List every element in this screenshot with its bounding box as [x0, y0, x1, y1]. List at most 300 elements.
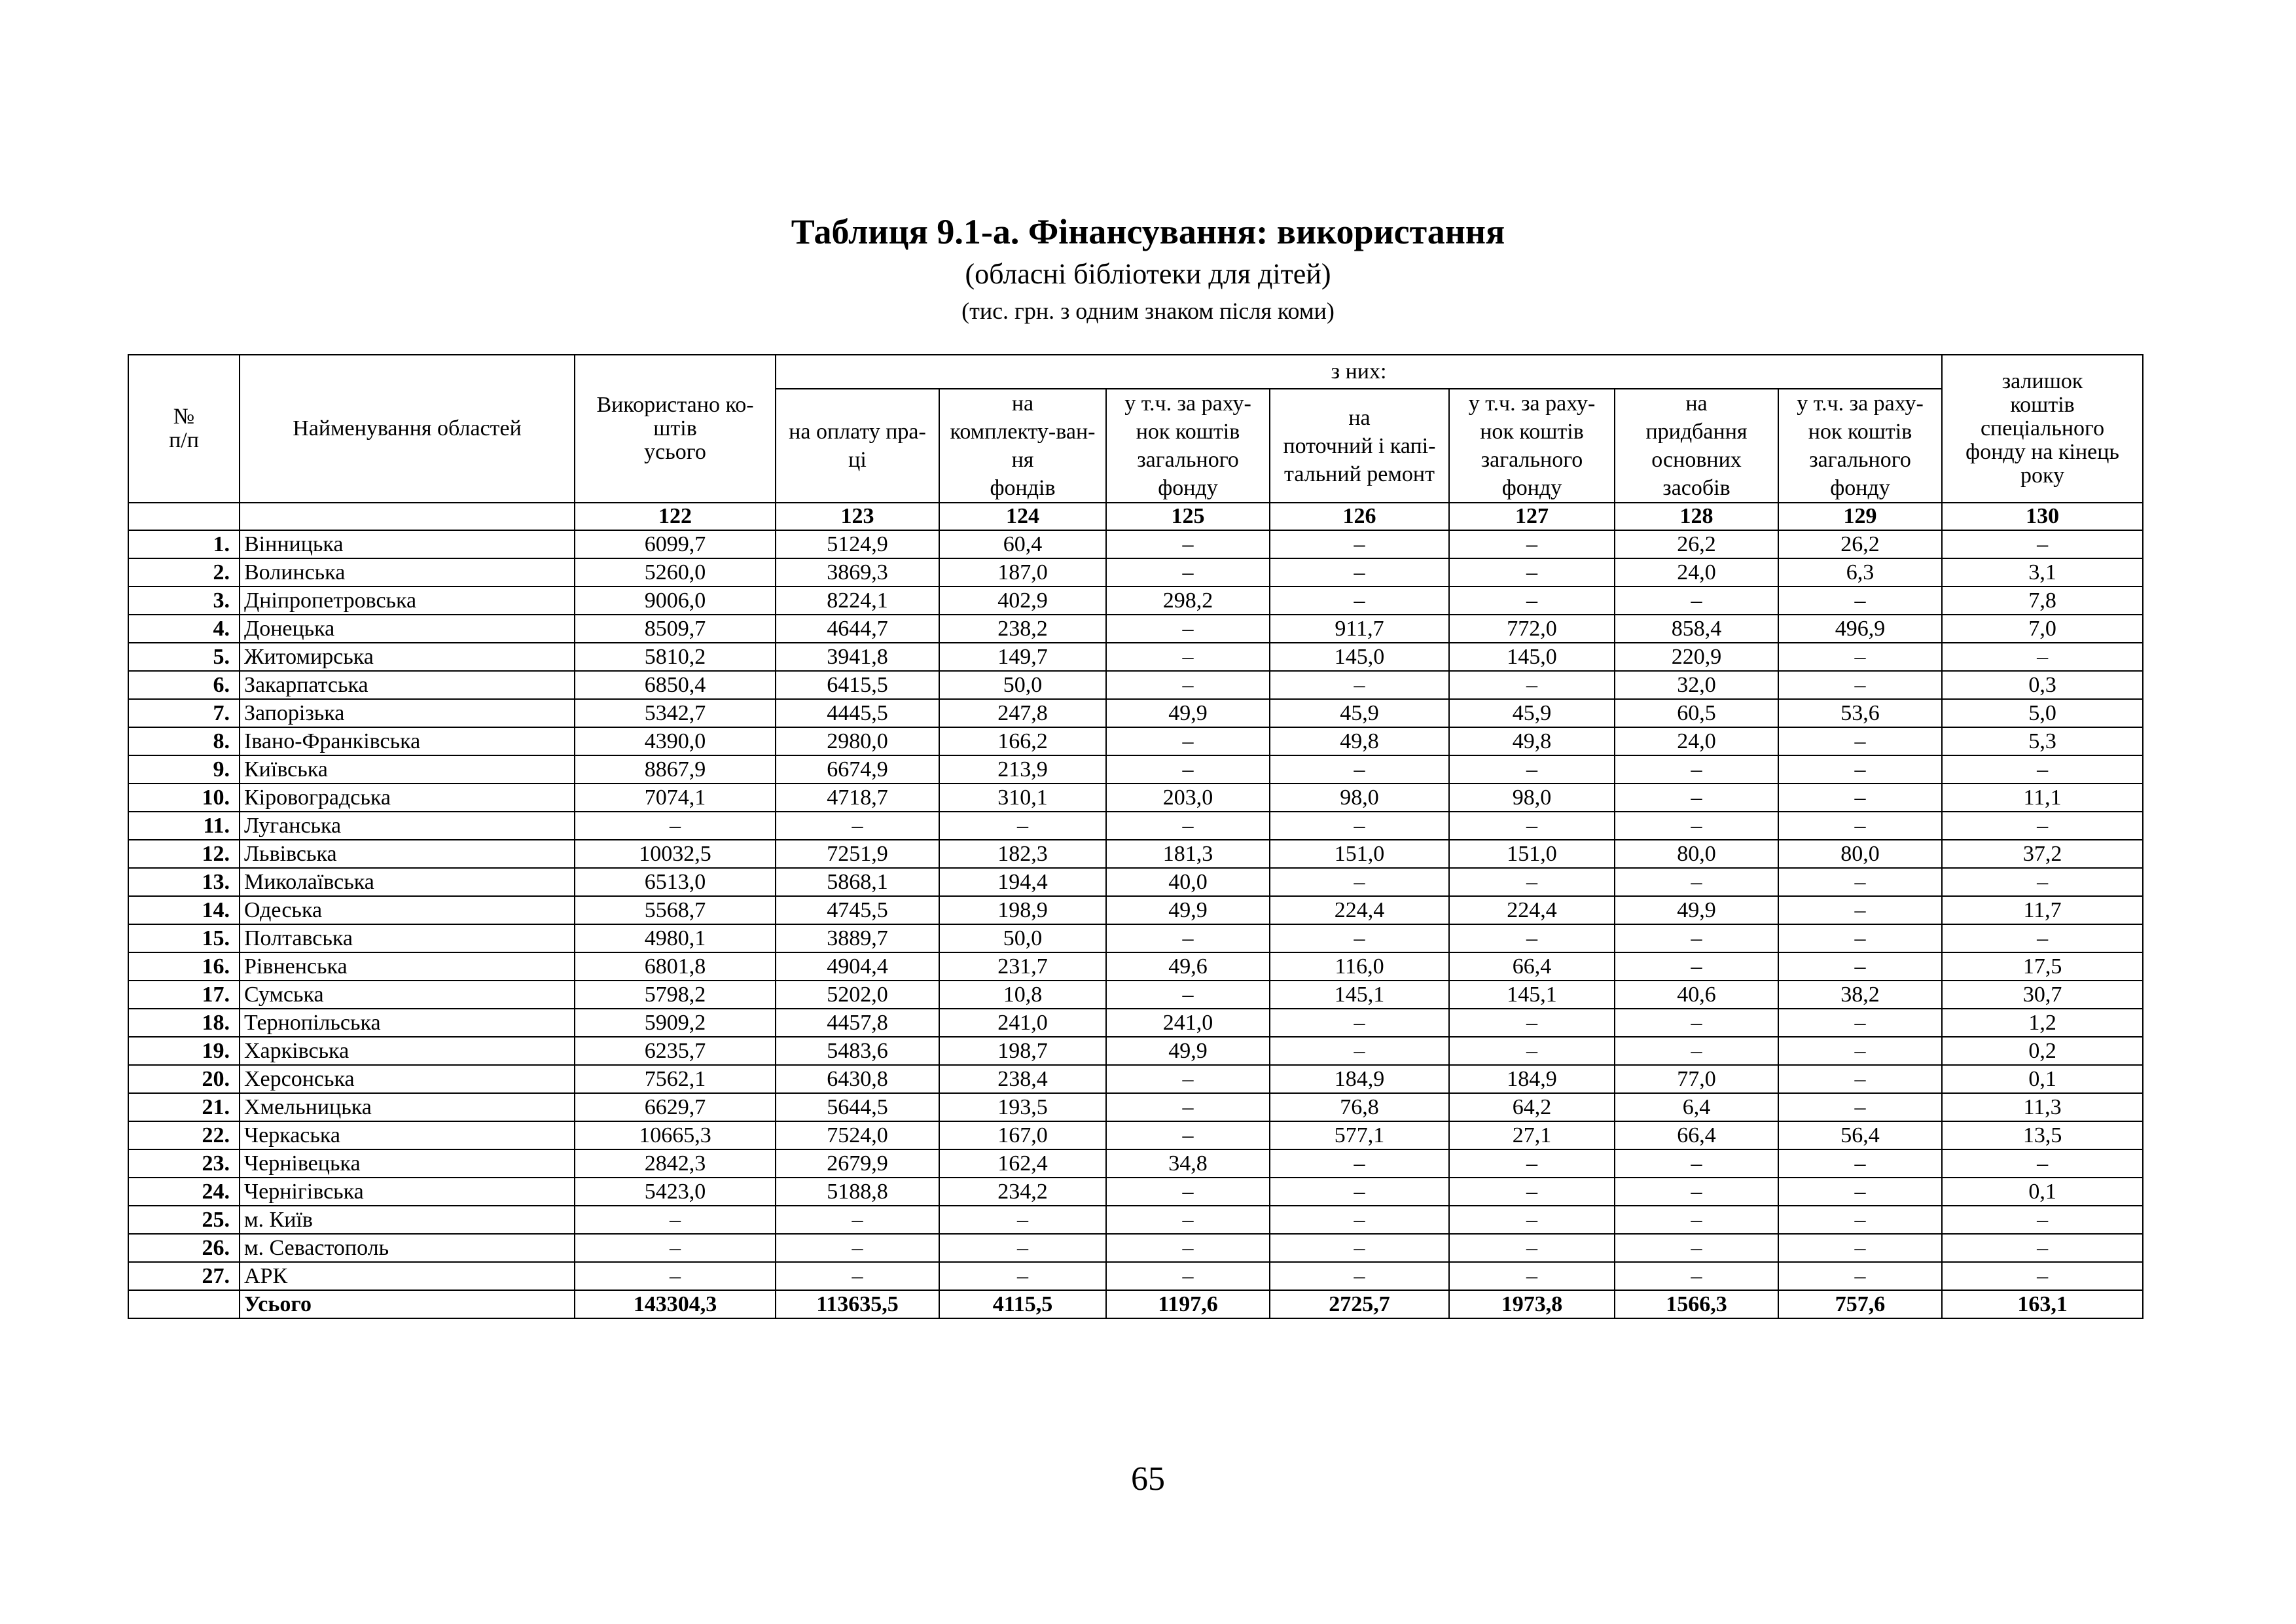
table-row [128, 699, 2143, 727]
header-num [128, 355, 240, 503]
region-name: Одеська [240, 896, 575, 924]
column-code: 129 [1778, 503, 1942, 530]
value-cell: 4718,7 [776, 784, 939, 812]
region-name: Вінницька [240, 530, 575, 558]
value-cell: – [776, 1206, 939, 1234]
value-cell: 2679,9 [776, 1149, 939, 1178]
value-cell: – [1449, 1178, 1615, 1206]
value-cell: – [1106, 1234, 1270, 1262]
value-cell: 5342,7 [575, 699, 776, 727]
value-cell: – [1778, 1093, 1942, 1121]
value-cell: 24,0 [1615, 727, 1778, 755]
value-cell: 163,1 [1942, 1290, 2143, 1318]
value-cell: 3941,8 [776, 643, 939, 671]
region-name: Чернігівська [240, 1178, 575, 1206]
value-cell: – [1106, 1262, 1270, 1290]
value-cell: 49,9 [1106, 1037, 1270, 1065]
value-cell: 66,4 [1615, 1121, 1778, 1149]
row-number: 14. [128, 896, 240, 924]
value-cell: 6513,0 [575, 868, 776, 896]
value-cell: 64,2 [1449, 1093, 1615, 1121]
header-used-total [575, 355, 776, 503]
value-cell: 6415,5 [776, 671, 939, 699]
region-name: Волинська [240, 558, 575, 586]
value-cell: – [1449, 1234, 1615, 1262]
value-cell: – [1106, 812, 1270, 840]
header-label: на комплекту-ван- ня фондів [950, 391, 1096, 500]
value-cell: 113635,5 [776, 1290, 939, 1318]
value-cell: 5644,5 [776, 1093, 939, 1121]
value-cell: – [1106, 530, 1270, 558]
value-cell: 11,3 [1942, 1093, 2143, 1121]
value-cell: 151,0 [1449, 840, 1615, 868]
header-label: у т.ч. за раху- нок коштів загального фонду [1124, 391, 1251, 500]
value-cell: 149,7 [939, 643, 1106, 671]
value-cell: – [1270, 671, 1449, 699]
row-number [128, 1290, 240, 1318]
header-label: на поточний і капі- тальний ремонт [1283, 405, 1436, 486]
value-cell: – [1778, 727, 1942, 755]
value-cell: – [1106, 727, 1270, 755]
value-cell: – [1778, 671, 1942, 699]
value-cell: – [939, 1234, 1106, 1262]
value-cell: – [1270, 530, 1449, 558]
value-cell: 45,9 [1270, 699, 1449, 727]
region-name: Сумська [240, 981, 575, 1009]
value-cell: 40,0 [1106, 868, 1270, 896]
header-label: Найменування областей [293, 416, 522, 441]
region-name: Харківська [240, 1037, 575, 1065]
header-label: на придбання основних засобів [1645, 391, 1748, 500]
table-row [128, 1093, 2143, 1121]
value-cell: – [1942, 1234, 2143, 1262]
value-cell: 911,7 [1270, 615, 1449, 643]
value-cell: – [1778, 952, 1942, 981]
value-cell: 203,0 [1106, 784, 1270, 812]
value-cell: 53,6 [1778, 699, 1942, 727]
value-cell: 198,9 [939, 896, 1106, 924]
value-cell: – [1778, 1234, 1942, 1262]
value-cell: 220,9 [1615, 643, 1778, 671]
value-cell: – [1778, 1037, 1942, 1065]
value-cell: 402,9 [939, 586, 1106, 615]
value-cell: 166,2 [939, 727, 1106, 755]
row-number: 8. [128, 727, 240, 755]
value-cell: 10032,5 [575, 840, 776, 868]
value-cell: – [1106, 755, 1270, 784]
value-cell: – [1449, 924, 1615, 952]
value-cell: 7,8 [1942, 586, 2143, 615]
value-cell: 56,4 [1778, 1121, 1942, 1149]
value-cell: 40,6 [1615, 981, 1778, 1009]
value-cell: – [1449, 1206, 1615, 1234]
page-number: 65 [1131, 1460, 1165, 1498]
table-row [128, 1149, 2143, 1178]
header-label: з них: [1331, 359, 1387, 384]
value-cell: 0,2 [1942, 1037, 2143, 1065]
region-name: Кіровоградська [240, 784, 575, 812]
value-cell: 5868,1 [776, 868, 939, 896]
value-cell: 27,1 [1449, 1121, 1615, 1149]
value-cell: 9006,0 [575, 586, 776, 615]
region-name: Дніпропетровська [240, 586, 575, 615]
value-cell: – [1615, 784, 1778, 812]
value-cell: 80,0 [1615, 840, 1778, 868]
value-cell: 77,0 [1615, 1065, 1778, 1093]
value-cell: – [1449, 530, 1615, 558]
region-name: Київська [240, 755, 575, 784]
value-cell: 145,0 [1270, 643, 1449, 671]
value-cell: – [1270, 586, 1449, 615]
value-cell: 11,7 [1942, 896, 2143, 924]
region-name: Полтавська [240, 924, 575, 952]
value-cell: 182,3 [939, 840, 1106, 868]
value-cell: 310,1 [939, 784, 1106, 812]
row-number: 12. [128, 840, 240, 868]
table-row [128, 558, 2143, 586]
value-cell: 50,0 [939, 924, 1106, 952]
region-name: Донецька [240, 615, 575, 643]
value-cell: 5260,0 [575, 558, 776, 586]
header-label: Використано ко- штів усього [596, 393, 754, 464]
units-note: (тис. грн. з одним знаком після коми) [961, 298, 1335, 324]
value-cell: – [1615, 1149, 1778, 1178]
value-cell: 26,2 [1615, 530, 1778, 558]
value-cell: – [1615, 812, 1778, 840]
value-cell: – [1778, 1262, 1942, 1290]
value-cell: – [1449, 1009, 1615, 1037]
value-cell: 5483,6 [776, 1037, 939, 1065]
value-cell: – [1615, 924, 1778, 952]
table-row [128, 755, 2143, 784]
value-cell: – [1270, 812, 1449, 840]
value-cell: – [1270, 1262, 1449, 1290]
value-cell: – [1449, 671, 1615, 699]
value-cell: – [1270, 1178, 1449, 1206]
header-fixed-assets [1615, 389, 1778, 503]
value-cell: 0,1 [1942, 1178, 2143, 1206]
header-label: у т.ч. за раху- нок коштів загального фонду [1797, 391, 1924, 500]
value-cell: – [939, 812, 1106, 840]
value-cell: 145,0 [1449, 643, 1615, 671]
region-name: Херсонська [240, 1065, 575, 1093]
region-name: Житомирська [240, 643, 575, 671]
value-cell: 238,4 [939, 1065, 1106, 1093]
row-number: 17. [128, 981, 240, 1009]
table-row [128, 671, 2143, 699]
region-name: Хмельницька [240, 1093, 575, 1121]
value-cell: – [1778, 1065, 1942, 1093]
value-cell: – [776, 1262, 939, 1290]
value-cell: – [939, 1206, 1106, 1234]
value-cell: – [1106, 558, 1270, 586]
value-cell: – [1942, 755, 2143, 784]
value-cell: – [1270, 1234, 1449, 1262]
value-cell: 3869,3 [776, 558, 939, 586]
row-number: 10. [128, 784, 240, 812]
value-cell: 3,1 [1942, 558, 2143, 586]
value-cell: 49,9 [1106, 699, 1270, 727]
row-number: 16. [128, 952, 240, 981]
value-cell: – [1615, 868, 1778, 896]
table-row [128, 1234, 2143, 1262]
table-row [128, 1178, 2143, 1206]
value-cell: 6235,7 [575, 1037, 776, 1065]
value-cell: – [1270, 1149, 1449, 1178]
region-name: м. Київ [240, 1206, 575, 1234]
value-cell: 4980,1 [575, 924, 776, 952]
value-cell: – [1449, 868, 1615, 896]
header-collections-general-fund [1106, 389, 1270, 503]
value-cell: – [1449, 558, 1615, 586]
value-cell: – [1778, 896, 1942, 924]
value-cell: 5,0 [1942, 699, 2143, 727]
value-cell: 30,7 [1942, 981, 2143, 1009]
value-cell: 98,0 [1270, 784, 1449, 812]
value-cell: 145,1 [1270, 981, 1449, 1009]
column-codes-row [128, 503, 2143, 530]
header-assets-general-fund [1778, 389, 1942, 503]
value-cell: 241,0 [939, 1009, 1106, 1037]
value-cell: 1,2 [1942, 1009, 2143, 1037]
value-cell: 577,1 [1270, 1121, 1449, 1149]
region-name: Луганська [240, 812, 575, 840]
row-number: 22. [128, 1121, 240, 1149]
value-cell: – [1270, 1009, 1449, 1037]
value-cell: 38,2 [1778, 981, 1942, 1009]
value-cell: 32,0 [1615, 671, 1778, 699]
value-cell: – [1942, 1206, 2143, 1234]
value-cell: 49,9 [1615, 896, 1778, 924]
value-cell: – [1778, 784, 1942, 812]
value-cell: – [1942, 643, 2143, 671]
column-code: 122 [575, 503, 776, 530]
value-cell: – [1778, 812, 1942, 840]
value-cell: – [776, 1234, 939, 1262]
financing-table [128, 354, 2144, 1319]
value-cell: 8509,7 [575, 615, 776, 643]
value-cell: 772,0 [1449, 615, 1615, 643]
value-cell: – [1615, 1037, 1778, 1065]
value-cell: 4115,5 [939, 1290, 1106, 1318]
value-cell: 6629,7 [575, 1093, 776, 1121]
column-code: 127 [1449, 503, 1615, 530]
value-cell: 49,8 [1270, 727, 1449, 755]
value-cell: 167,0 [939, 1121, 1106, 1149]
value-cell: – [1942, 812, 2143, 840]
row-number: 18. [128, 1009, 240, 1037]
value-cell: – [1778, 643, 1942, 671]
value-cell: 181,3 [1106, 840, 1270, 868]
value-cell: 224,4 [1449, 896, 1615, 924]
header-repair-general-fund [1449, 389, 1615, 503]
value-cell: 5,3 [1942, 727, 2143, 755]
region-name: Рівненська [240, 952, 575, 981]
value-cell: 238,2 [939, 615, 1106, 643]
value-cell: 5810,2 [575, 643, 776, 671]
table-row [128, 615, 2143, 643]
value-cell: – [575, 1262, 776, 1290]
table-row [128, 530, 2143, 558]
total-row [128, 1290, 2143, 1318]
value-cell: – [575, 1234, 776, 1262]
row-number: 23. [128, 1149, 240, 1178]
column-code: 130 [1942, 503, 2143, 530]
code-spacer [128, 503, 240, 530]
row-number: 2. [128, 558, 240, 586]
value-cell: – [1270, 924, 1449, 952]
region-name: Закарпатська [240, 671, 575, 699]
value-cell: – [1270, 755, 1449, 784]
header-label: залишок коштів спеціального фонду на кінець року [1965, 369, 2119, 488]
table-row [128, 1037, 2143, 1065]
table-row [128, 924, 2143, 952]
row-number: 11. [128, 812, 240, 840]
table-body [128, 530, 2143, 1318]
table-title: Таблиця 9.1-а. Фінансування: використання [791, 212, 1505, 251]
value-cell: – [939, 1262, 1106, 1290]
value-cell: – [1778, 868, 1942, 896]
row-number: 3. [128, 586, 240, 615]
value-cell: 5188,8 [776, 1178, 939, 1206]
value-cell: 213,9 [939, 755, 1106, 784]
value-cell: – [1615, 755, 1778, 784]
table-row [128, 868, 2143, 896]
table-row [128, 896, 2143, 924]
value-cell: 5909,2 [575, 1009, 776, 1037]
value-cell: 5798,2 [575, 981, 776, 1009]
value-cell: 98,0 [1449, 784, 1615, 812]
table-row [128, 812, 2143, 840]
value-cell: – [1270, 558, 1449, 586]
value-cell: 6430,8 [776, 1065, 939, 1093]
table-row [128, 727, 2143, 755]
value-cell: – [1942, 924, 2143, 952]
region-name: Запорізька [240, 699, 575, 727]
region-name: Черкаська [240, 1121, 575, 1149]
value-cell: 241,0 [1106, 1009, 1270, 1037]
value-cell: 11,1 [1942, 784, 2143, 812]
value-cell: – [1778, 586, 1942, 615]
row-number: 6. [128, 671, 240, 699]
value-cell: 26,2 [1778, 530, 1942, 558]
table-row [128, 643, 2143, 671]
value-cell: 60,5 [1615, 699, 1778, 727]
row-number: 25. [128, 1206, 240, 1234]
row-number: 20. [128, 1065, 240, 1093]
value-cell: – [1106, 1093, 1270, 1121]
value-cell: 757,6 [1778, 1290, 1942, 1318]
value-cell: 1566,3 [1615, 1290, 1778, 1318]
value-cell: 45,9 [1449, 699, 1615, 727]
table-row [128, 1065, 2143, 1093]
value-cell: 224,4 [1270, 896, 1449, 924]
value-cell: – [1778, 1149, 1942, 1178]
value-cell: 13,5 [1942, 1121, 2143, 1149]
value-cell: 151,0 [1270, 840, 1449, 868]
value-cell: 6850,4 [575, 671, 776, 699]
header-label: № п/п [169, 405, 199, 452]
column-code: 125 [1106, 503, 1270, 530]
region-name: АРК [240, 1262, 575, 1290]
row-number: 1. [128, 530, 240, 558]
value-cell: 4457,8 [776, 1009, 939, 1037]
row-number: 26. [128, 1234, 240, 1262]
value-cell: 7524,0 [776, 1121, 939, 1149]
value-cell: 49,9 [1106, 896, 1270, 924]
value-cell: – [1449, 1037, 1615, 1065]
header-remainder [1942, 355, 2143, 503]
value-cell: 858,4 [1615, 615, 1778, 643]
value-cell: – [1942, 530, 2143, 558]
value-cell: – [1449, 1149, 1615, 1178]
header-label: у т.ч. за раху- нок коштів загального фонду [1468, 391, 1596, 500]
value-cell: 8224,1 [776, 586, 939, 615]
value-cell: – [1778, 1206, 1942, 1234]
value-cell: 5568,7 [575, 896, 776, 924]
table-row [128, 1262, 2143, 1290]
value-cell: 4644,7 [776, 615, 939, 643]
value-cell: 193,5 [939, 1093, 1106, 1121]
row-number: 19. [128, 1037, 240, 1065]
value-cell: 8867,9 [575, 755, 776, 784]
value-cell: 4390,0 [575, 727, 776, 755]
value-cell: 6801,8 [575, 952, 776, 981]
value-cell: 3889,7 [776, 924, 939, 952]
row-number: 27. [128, 1262, 240, 1290]
header-collections [939, 389, 1106, 503]
value-cell: – [1942, 1262, 2143, 1290]
table-row [128, 1121, 2143, 1149]
value-cell: – [1778, 1009, 1942, 1037]
value-cell: 2980,0 [776, 727, 939, 755]
table-row [128, 952, 2143, 981]
value-cell: – [1778, 924, 1942, 952]
value-cell: 198,7 [939, 1037, 1106, 1065]
table-row [128, 1206, 2143, 1234]
value-cell: – [575, 1206, 776, 1234]
value-cell: 116,0 [1270, 952, 1449, 981]
region-name: Усього [240, 1290, 575, 1318]
value-cell: – [1942, 1149, 2143, 1178]
value-cell: 6,3 [1778, 558, 1942, 586]
table-row [128, 840, 2143, 868]
region-name: Івано-Франківська [240, 727, 575, 755]
value-cell: 49,8 [1449, 727, 1615, 755]
value-cell: – [1106, 1065, 1270, 1093]
row-number: 5. [128, 643, 240, 671]
value-cell: 1973,8 [1449, 1290, 1615, 1318]
value-cell: 4904,4 [776, 952, 939, 981]
value-cell: 49,6 [1106, 952, 1270, 981]
value-cell: 24,0 [1615, 558, 1778, 586]
value-cell: 37,2 [1942, 840, 2143, 868]
financing-table-container [128, 354, 2144, 1319]
table-row [128, 784, 2143, 812]
value-cell: 2725,7 [1270, 1290, 1449, 1318]
value-cell: – [1615, 586, 1778, 615]
row-number: 15. [128, 924, 240, 952]
value-cell: – [1106, 671, 1270, 699]
value-cell: 187,0 [939, 558, 1106, 586]
value-cell: 0,3 [1942, 671, 2143, 699]
row-number: 9. [128, 755, 240, 784]
column-code: 124 [939, 503, 1106, 530]
value-cell: 184,9 [1270, 1065, 1449, 1093]
value-cell: 6674,9 [776, 755, 939, 784]
header-label: на оплату пра- ці [789, 420, 926, 472]
value-cell: – [1449, 586, 1615, 615]
